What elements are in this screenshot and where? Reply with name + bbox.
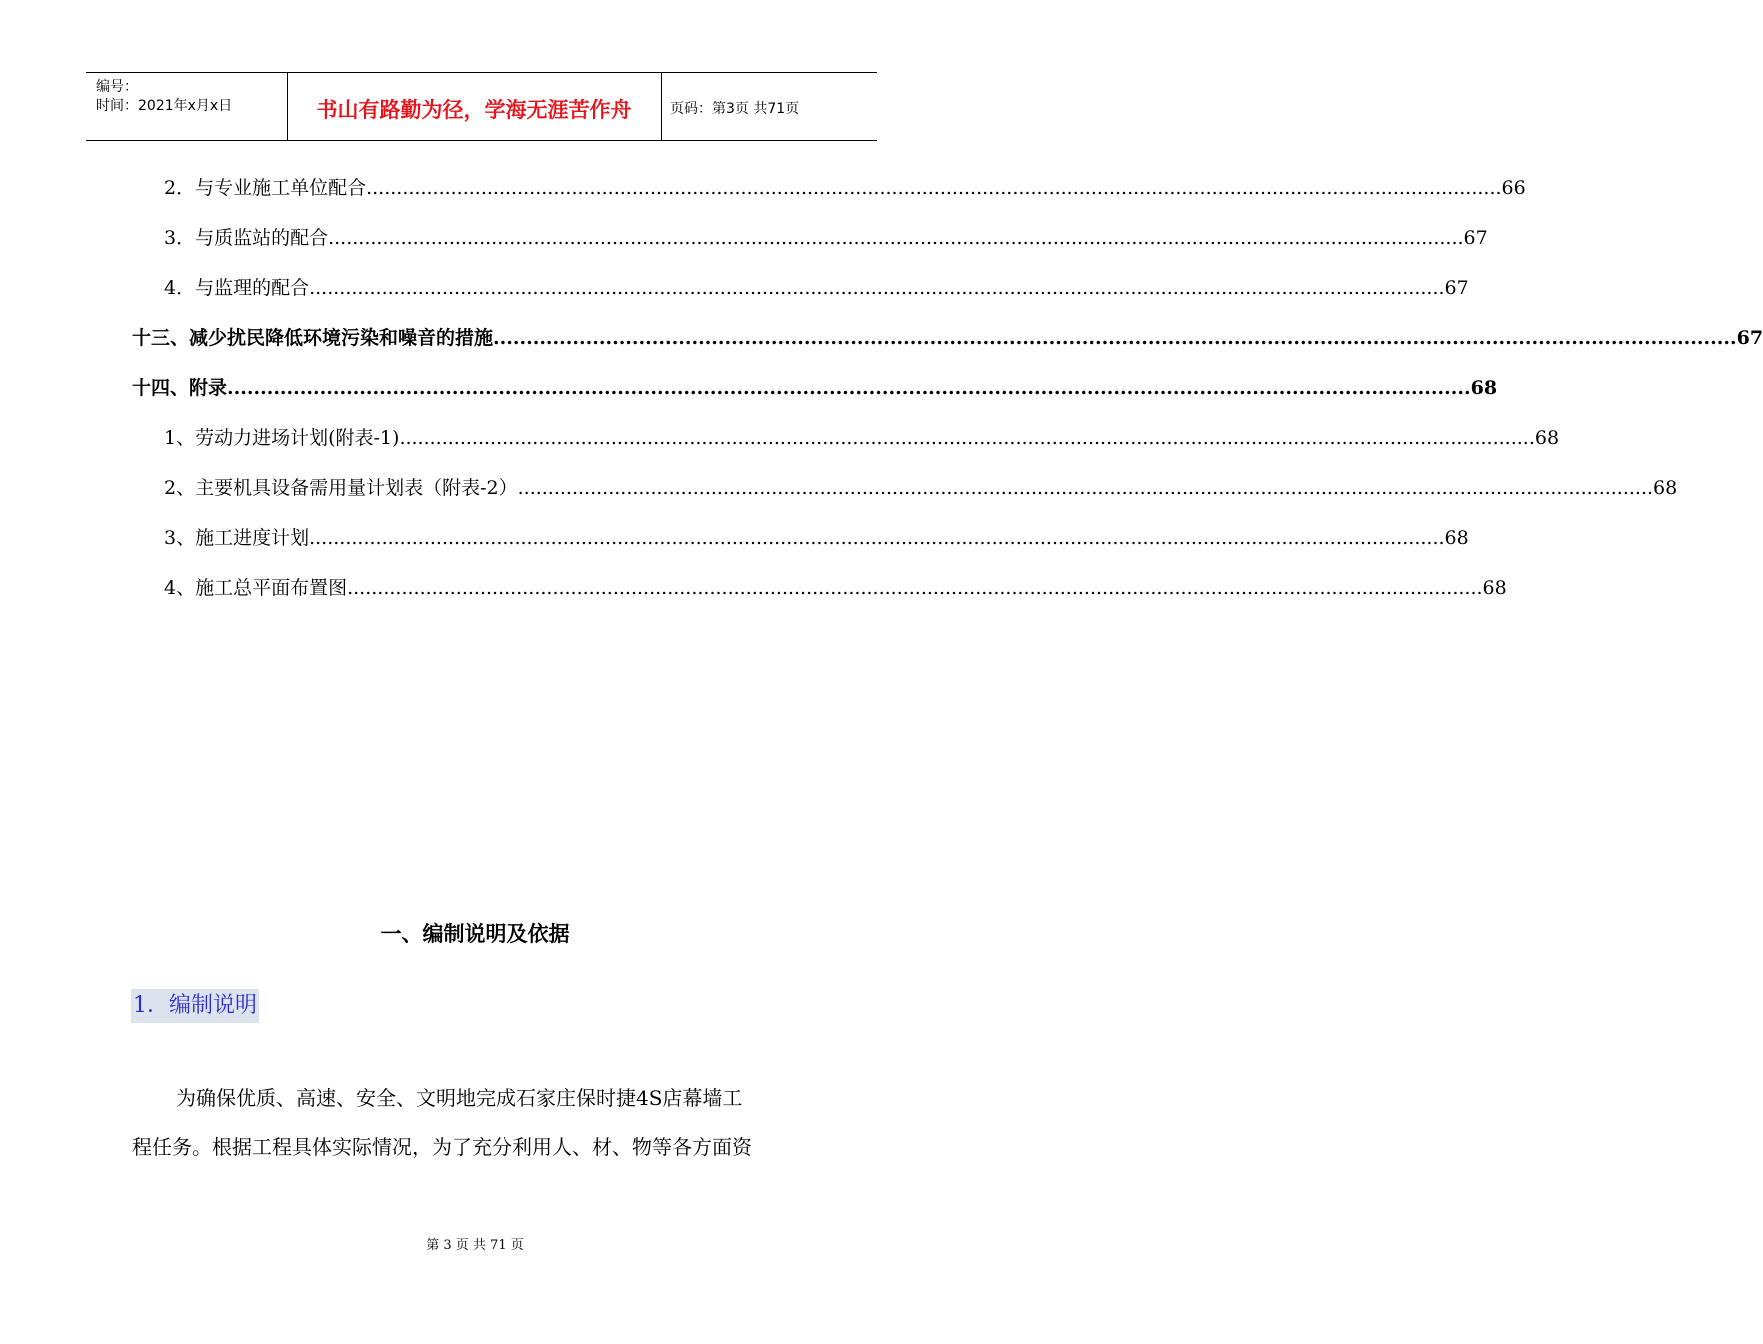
page-footer: 第 3 页 共 71 页	[426, 1238, 524, 1253]
toc-leader-dots: ............................................................................................................................................................................................	[366, 177, 1502, 199]
toc-leader-dots: ............................................................................................................................................................................................	[347, 577, 1483, 599]
toc-leader-dots: ............................................................................................................................................................................................	[493, 327, 1737, 349]
toc-label: 1、劳动力进场计划(附表-1)	[164, 427, 400, 449]
section-heading: 一、编制说明及依据	[380, 921, 570, 946]
toc-label: 十四、附录	[132, 377, 228, 399]
header-bottom-border	[86, 140, 877, 141]
header-date-label: 时间：2021年x月x日	[96, 98, 233, 114]
toc-label: 十三、减少扰民降低环境污染和噪音的措施	[132, 327, 494, 349]
toc-row[interactable]	[164, 524, 1469, 552]
toc-leader-dots: ............................................................................................................................................................................................	[517, 477, 1654, 499]
toc-row[interactable]	[164, 424, 1560, 452]
toc-page-number: 66	[1501, 177, 1526, 199]
paragraph-line: 程任务。根据工程具体实际情况，为了充分利用人、材、物等各方面资	[132, 1135, 752, 1159]
header-top-border	[86, 72, 877, 73]
toc-row[interactable]	[164, 224, 1488, 252]
toc-row[interactable]	[164, 474, 1678, 502]
toc-leader-dots: ............................................................................................................................................................................................	[309, 527, 1445, 549]
toc-leader-dots: ............................................................................................................................................................................................	[399, 427, 1535, 449]
toc-row[interactable]	[132, 374, 1498, 402]
subsection-heading: 1．编制说明	[131, 989, 259, 1023]
toc-row[interactable]	[164, 574, 1507, 602]
toc-page-number: 67	[1736, 327, 1763, 349]
toc-page-number: 68	[1470, 377, 1498, 399]
header-number-label: 编号：	[96, 79, 138, 95]
toc-page-number: 68	[1444, 527, 1469, 549]
toc-leader-dots: ............................................................................................................................................................................................	[328, 227, 1464, 249]
paragraph-line: 为确保优质、高速、安全、文明地完成石家庄保时捷4S店幕墙工	[176, 1086, 743, 1110]
header-divider-right	[661, 72, 662, 140]
toc-page-number: 68	[1482, 577, 1507, 599]
header-motto: 书山有路勤为径，学海无涯苦作舟	[316, 98, 632, 122]
header-page-label: 页码：第3页 共71页	[670, 101, 800, 117]
toc-label: 2、主要机具设备需用量计划表（附表-2）	[164, 477, 518, 499]
toc-label: 4．与监理的配合	[164, 277, 310, 299]
toc-label: 3．与质监站的配合	[164, 227, 329, 249]
toc-page-number: 68	[1534, 427, 1560, 449]
toc-label: 2．与专业施工单位配合	[164, 177, 367, 199]
toc-page-number: 67	[1444, 277, 1469, 299]
toc-label: 3、施工进度计划	[164, 527, 310, 549]
toc-page-number: 68	[1653, 477, 1678, 499]
toc-row[interactable]	[164, 274, 1469, 302]
toc-label: 4、施工总平面布置图	[164, 577, 348, 599]
toc-leader-dots: ............................................................................................................................................................................................	[309, 277, 1445, 299]
toc-page-number: 67	[1463, 227, 1488, 249]
toc-row[interactable]	[164, 174, 1526, 202]
toc-leader-dots: ............................................................................................................................................................................................	[227, 377, 1471, 399]
toc-row[interactable]	[132, 324, 1763, 352]
